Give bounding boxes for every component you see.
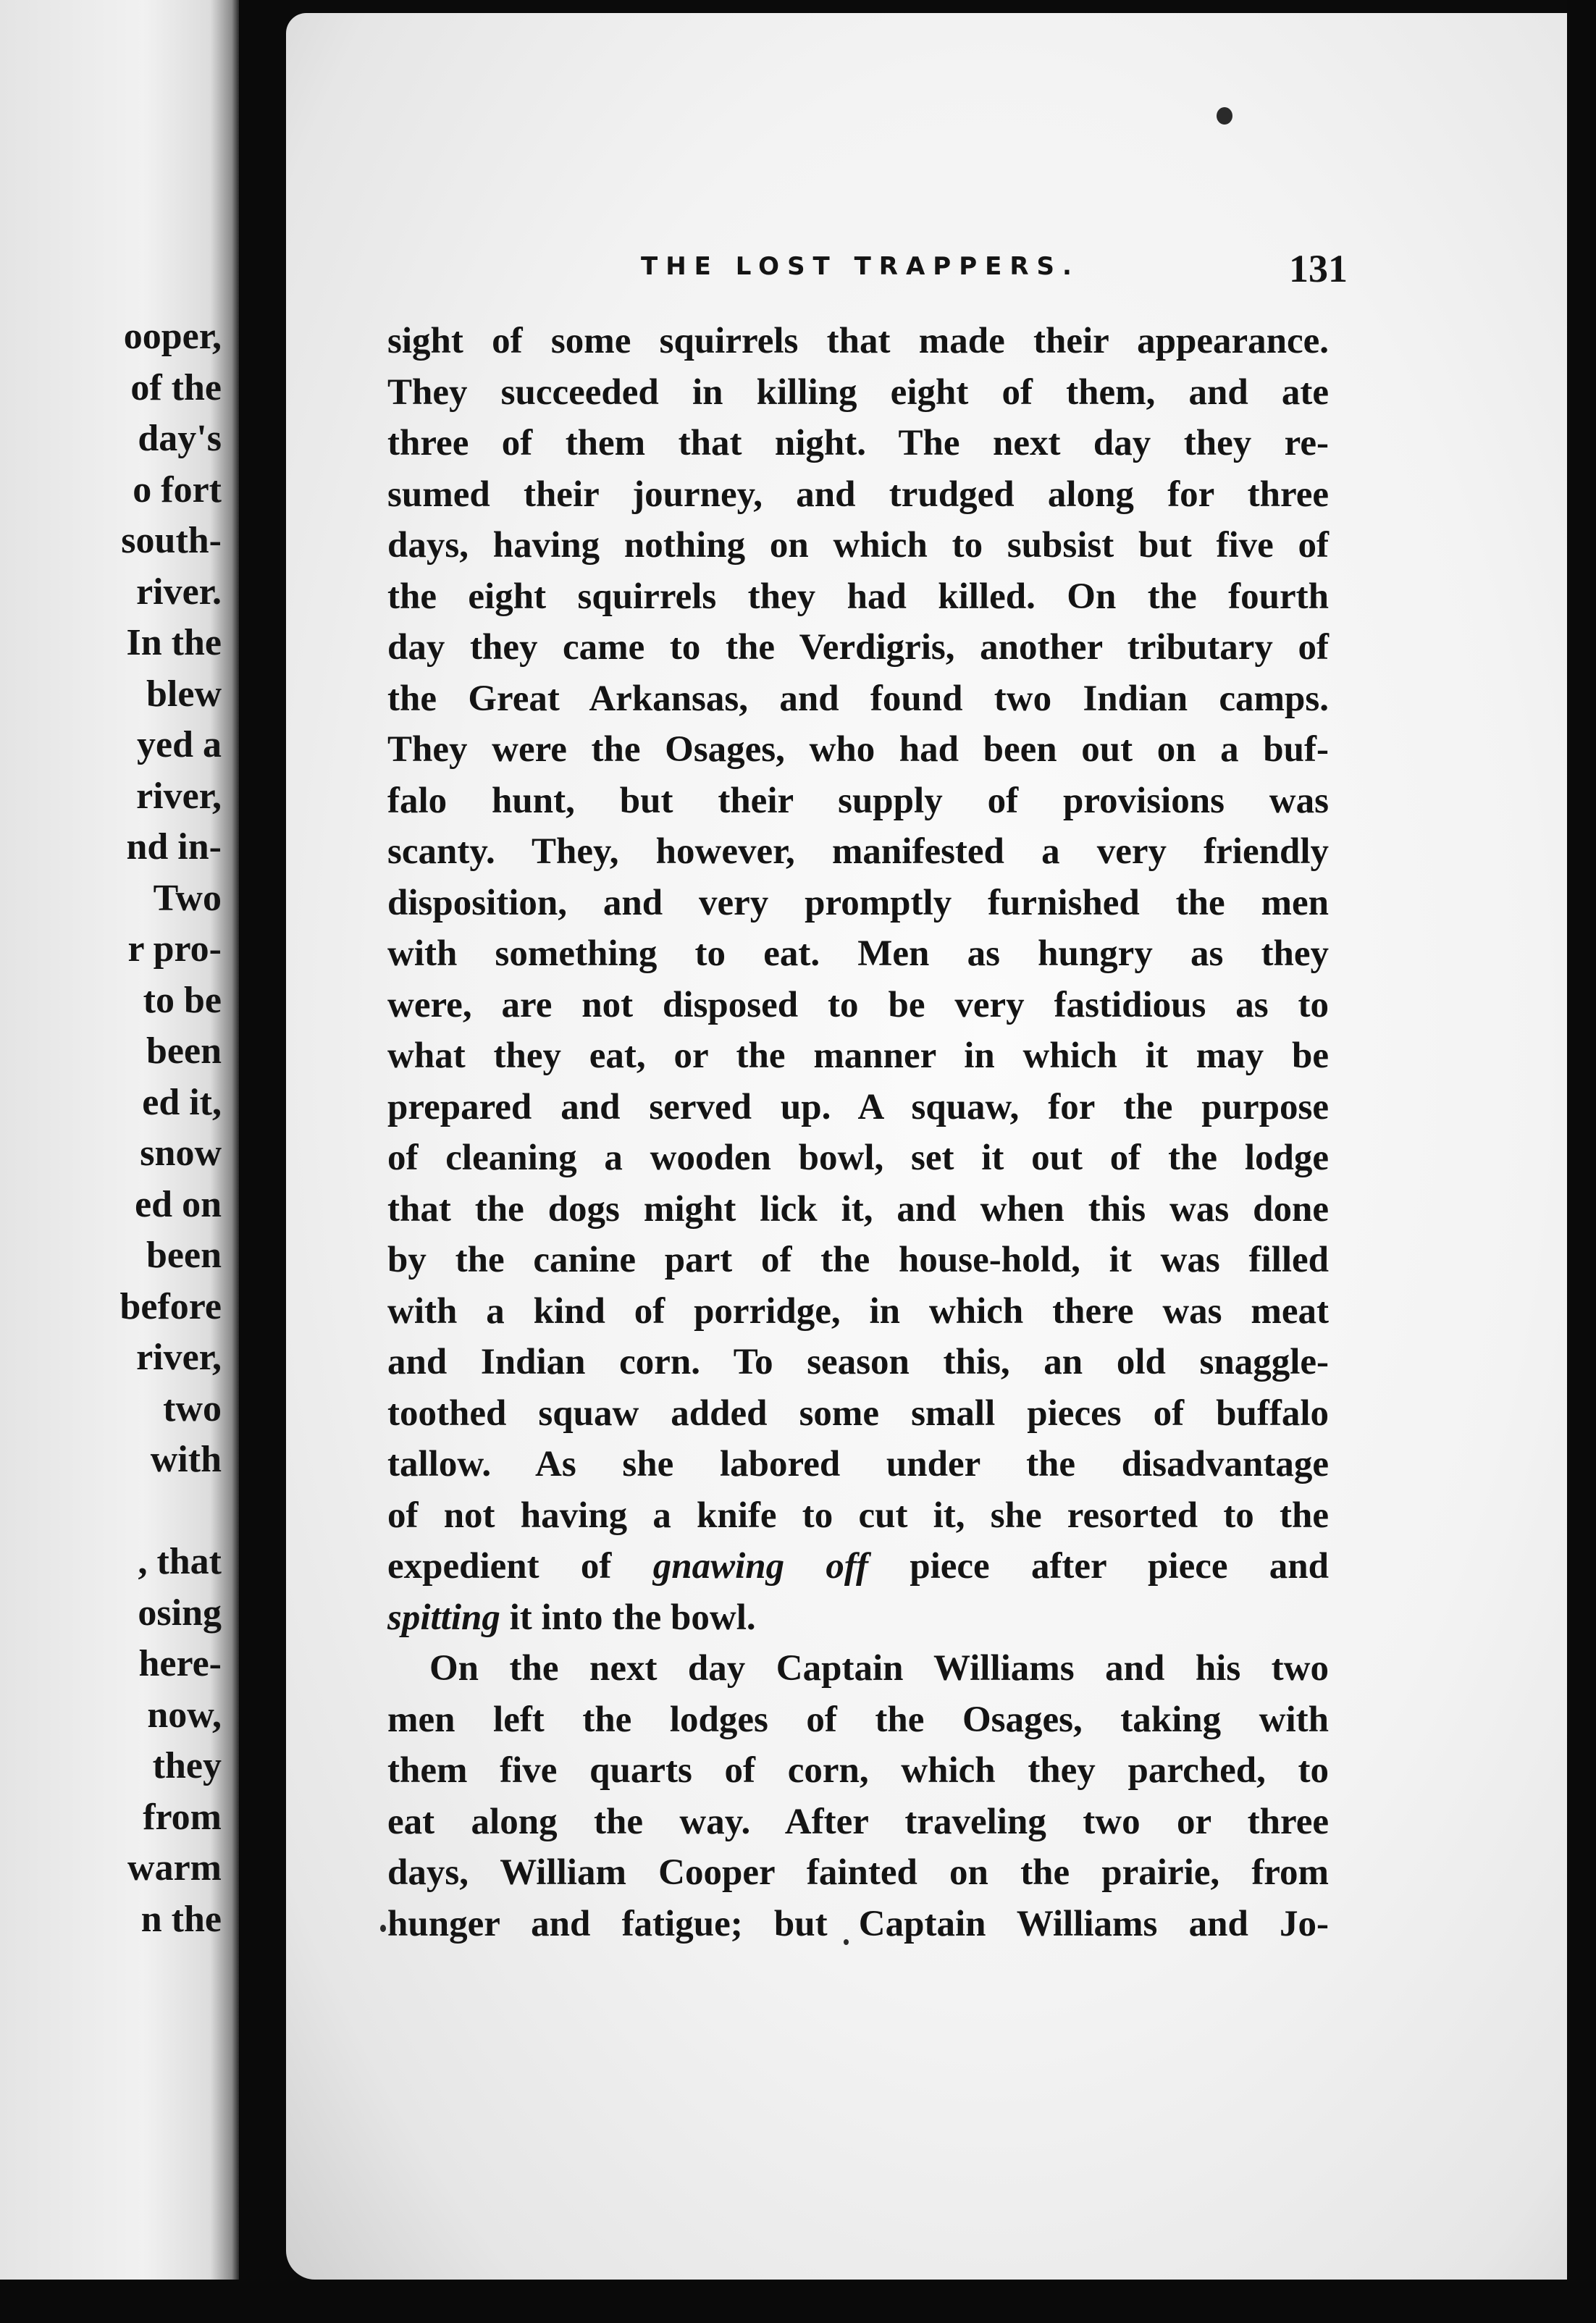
text-line: days, having nothing on which to subsist but five of <box>387 525 1329 566</box>
text-line: three of them that night. The next day they re- <box>387 423 1329 463</box>
text-line: scanty. They, however, manifested a very friendly <box>387 831 1329 872</box>
text-line <box>387 1541 1329 1592</box>
left-line: to be <box>143 979 222 1021</box>
left-page-text <box>119 311 222 1945</box>
left-line: been <box>146 1030 222 1072</box>
text-line: the eight squirrels they had killed. On the fourth <box>387 576 1329 617</box>
left-line: r pro- <box>127 928 222 970</box>
scan-edge-bottom <box>0 2280 1596 2323</box>
left-line: river. <box>136 571 222 613</box>
left-line: from <box>143 1796 222 1838</box>
text-line: the Great Arkansas, and found two Indian camps. <box>387 678 1329 719</box>
text-line: falo hunt, but their supply of provisions was <box>387 780 1329 821</box>
left-line: , that <box>138 1541 222 1582</box>
page-number: 131 <box>1289 247 1348 290</box>
left-line: nd in- <box>126 826 222 868</box>
text-line <box>387 1592 1329 1644</box>
left-line: they <box>152 1745 222 1786</box>
left-line: south- <box>121 520 222 561</box>
left-line: In the <box>126 622 222 663</box>
left-line: of the <box>130 366 222 408</box>
text-run: it into the bowl. <box>500 1597 756 1638</box>
text-line: sumed their journey, and trudged along for three <box>387 474 1329 515</box>
left-line: ed on <box>135 1183 222 1225</box>
text-line: them five quarts of corn, which they parched, to <box>387 1750 1329 1791</box>
text-line: were, are not disposed to be very fastidious as to <box>387 984 1329 1025</box>
left-line: Two <box>153 877 222 919</box>
left-facing-page <box>0 0 239 2323</box>
left-line: now, <box>147 1694 222 1736</box>
text-line: prepared and served up. A squaw, for the purpose <box>387 1086 1329 1127</box>
text-line: of not having a knife to cut it, she resorted to the <box>387 1495 1329 1536</box>
text-run: piece after piece and <box>868 1546 1329 1587</box>
left-line: ooper, <box>123 316 222 357</box>
left-line: snow <box>140 1133 222 1174</box>
ink-speck <box>380 1925 386 1932</box>
text-line: hunger and fatigue; but Captain Williams and Jo- <box>387 1903 1329 1944</box>
book-gutter <box>239 0 290 2323</box>
text-line: days, William Cooper fainted on the prairie, from <box>387 1852 1329 1893</box>
text-line: that the dogs might lick it, and when this was done <box>387 1188 1329 1230</box>
text-line: day they came to the Verdigris, another tributary of <box>387 627 1329 668</box>
left-line: two <box>163 1387 222 1429</box>
scan-edge-right <box>1567 0 1596 2323</box>
left-line: here- <box>138 1643 222 1684</box>
left-line-gap <box>119 1486 222 1537</box>
left-line: day's <box>138 418 222 459</box>
left-line: n the <box>140 1898 222 1940</box>
body-text <box>387 316 1329 1949</box>
left-line: with <box>150 1439 222 1480</box>
left-line: osing <box>138 1592 222 1634</box>
left-line: blew <box>146 673 222 715</box>
text-line: and Indian corn. To season this, an old snaggle- <box>387 1342 1329 1382</box>
text-line: sight of some squirrels that made their appearance. <box>387 321 1329 361</box>
text-line: of cleaning a wooden bowl, set it out of the lodge <box>387 1138 1329 1178</box>
main-page <box>286 13 1575 2280</box>
italic-text: gnawing off <box>652 1546 868 1587</box>
text-line: with something to eat. Men as hungry as they <box>387 933 1329 974</box>
left-line: river, <box>136 1337 222 1378</box>
text-line: tallow. As she labored under the disadvantage <box>387 1444 1329 1484</box>
left-line: river, <box>136 775 222 817</box>
left-line: yed a <box>137 724 222 765</box>
left-line: warm <box>127 1847 222 1889</box>
running-head: THE LOST TRAPPERS. <box>641 252 1080 281</box>
text-line: They succeeded in killing eight of them, and ate <box>387 371 1329 413</box>
left-line: ed it, <box>142 1081 222 1123</box>
text-line: what they eat, or the manner in which it may be <box>387 1036 1329 1076</box>
text-line: On the next day Captain Williams and his two <box>429 1648 1329 1689</box>
text-line: They were the Osages, who had been out on a buf- <box>387 729 1329 770</box>
left-line: before <box>119 1285 222 1327</box>
text-line: eat along the way. After traveling two or three <box>387 1801 1329 1842</box>
text-line: by the canine part of the house-hold, it was filled <box>387 1240 1329 1280</box>
text-run: expedient of <box>387 1546 653 1587</box>
text-line: disposition, and very promptly furnished the men <box>387 882 1329 923</box>
text-line: with a kind of porridge, in which there was meat <box>387 1290 1329 1332</box>
left-line: been <box>146 1235 222 1276</box>
text-line: men left the lodges of the Osages, taking with <box>387 1699 1329 1740</box>
text-line: toothed squaw added some small pieces of buffalo <box>387 1392 1329 1434</box>
ink-speck <box>1217 107 1232 125</box>
left-line: o fort <box>133 469 222 511</box>
italic-text: spitting <box>387 1597 500 1638</box>
